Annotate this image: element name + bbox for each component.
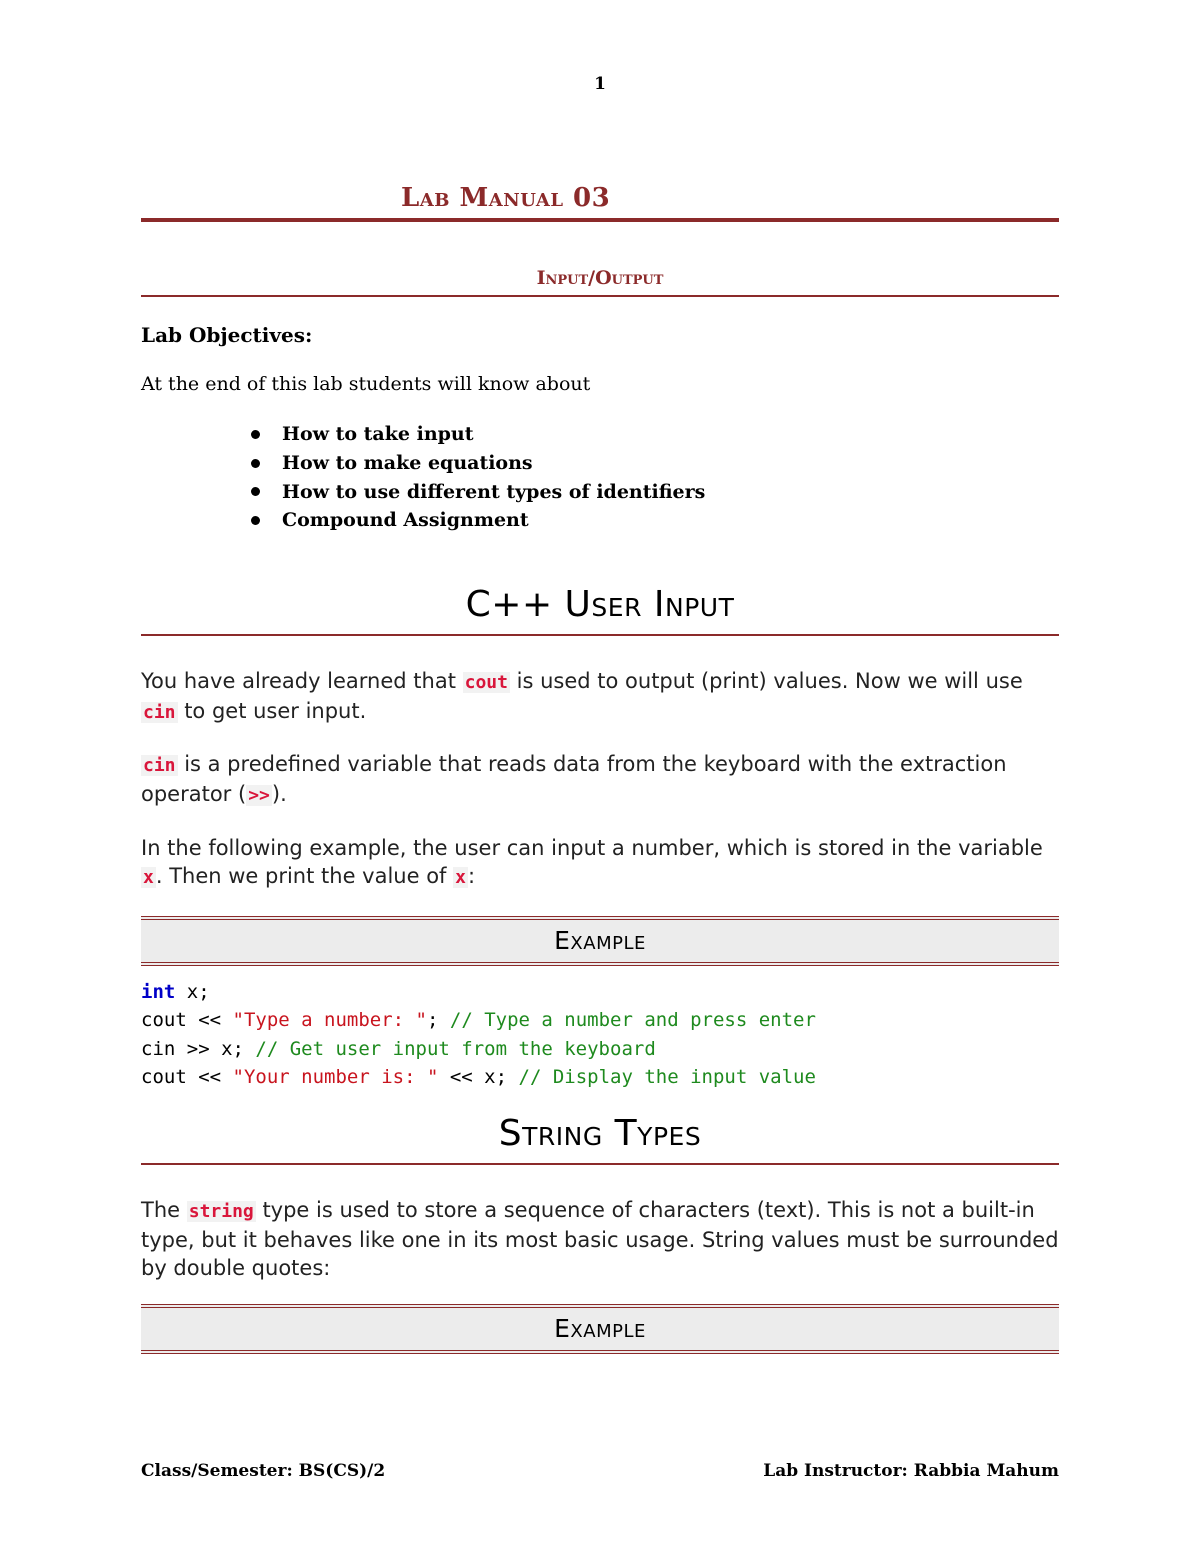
example-header [141, 916, 1059, 966]
footer-class-semester: Class/Semester: BS(CS)/2 [141, 1461, 386, 1481]
section-rule [141, 634, 1059, 636]
code-line: cin >> x; // Get user input from the keyboard [141, 1037, 656, 1060]
inline-code: cout [464, 672, 508, 693]
inline-code: x [143, 867, 154, 888]
section-rule [141, 1163, 1059, 1165]
subtitle: Input/Output [536, 267, 664, 289]
objectives-intro: At the end of this lab students will know about [141, 373, 591, 395]
section-title-input: C++ User Input [465, 584, 735, 625]
paragraph-string: The string type is used to store a sequence of characters (text). This is not a built-in type, but it behaves like one in its most basic usage. String values must be surrounded by double quotes: [141, 1198, 1059, 1280]
lab-title: Lab Manual 03 [401, 183, 611, 213]
inline-code: cin [143, 702, 176, 723]
inline-code: >> [248, 785, 270, 806]
page-number: 1 [594, 74, 606, 94]
bullet-icon [251, 430, 260, 439]
list-item: Compound Assignment [251, 506, 705, 535]
title-rule [141, 218, 1059, 222]
inline-code: cin [143, 755, 176, 776]
footer-instructor: Lab Instructor: Rabbia Mahum [763, 1461, 1059, 1481]
code-line: cout << "Type a number: "; // Type a number and press enter [141, 1009, 816, 1032]
example-label: Example [554, 926, 646, 955]
bullet-icon [251, 516, 260, 525]
code-line: cout << "Your number is: " << x; // Display the input value [141, 1065, 816, 1088]
paragraph-cout: You have already learned that cout is used to output (print) values. Now we will use cin to get user input. [141, 669, 1023, 723]
section-title-string: String Types [498, 1113, 702, 1154]
objectives-list [251, 420, 705, 535]
subtitle-rule [141, 295, 1059, 297]
objectives-heading: Lab Objectives: [141, 323, 313, 347]
list-item: How to make equations [251, 449, 705, 478]
paragraph-example-intro: In the following example, the user can input a number, which is stored in the variable x. Then we print the value of x: [141, 836, 1043, 888]
code-line: int x; [141, 981, 210, 1003]
example-label: Example [554, 1314, 646, 1343]
bullet-icon [251, 487, 260, 496]
list-item: How to use different types of identifiers [251, 477, 705, 506]
code-block [141, 978, 816, 1091]
paragraph-cin: cin is a predefined variable that reads data from the keyboard with the extraction operator ( >>). [141, 752, 1007, 806]
inline-code: string [188, 1201, 254, 1222]
bullet-icon [251, 459, 260, 468]
inline-code: x [455, 867, 466, 888]
example-header [141, 1304, 1059, 1354]
list-item: How to take input [251, 420, 705, 449]
